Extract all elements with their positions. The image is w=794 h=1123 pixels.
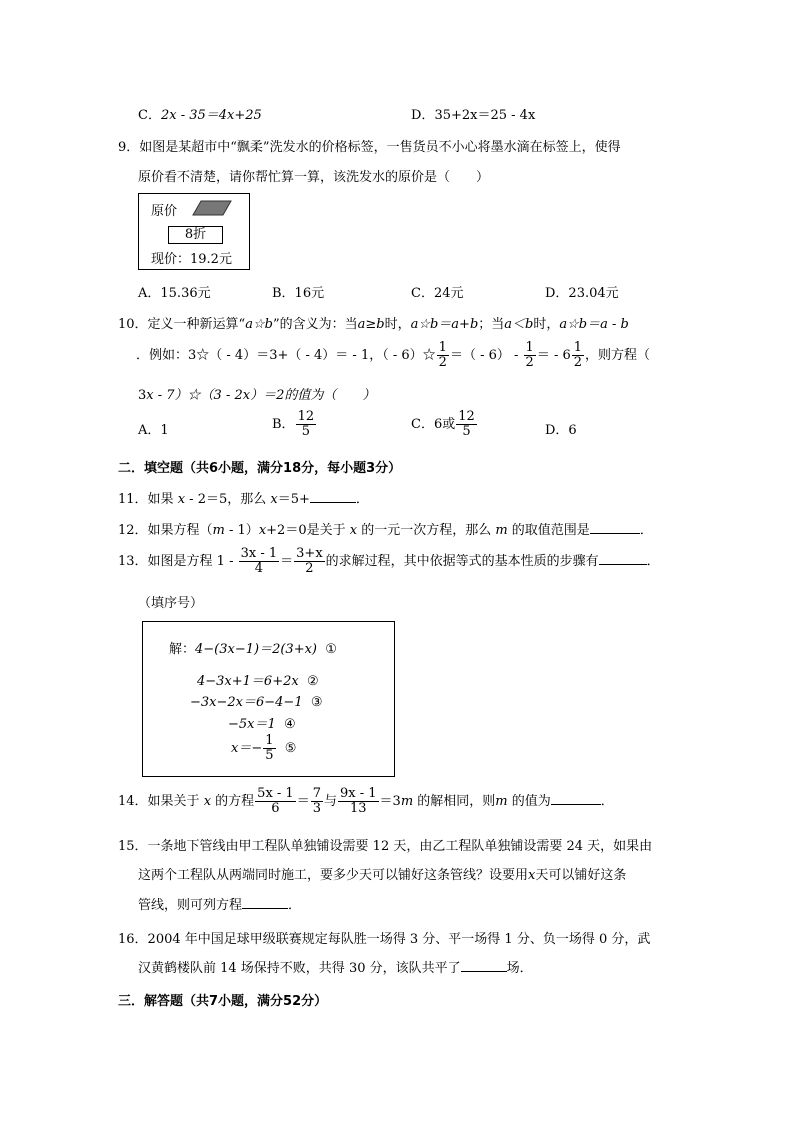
q10-line-1 — [118, 313, 629, 332]
q14-end: ． — [600, 794, 614, 809]
q10-half-3 — [572, 341, 584, 370]
q9-line-2: 原价看不清楚，请你帮忙算一算，该洗发水的原价是（ ） — [138, 170, 490, 185]
q14-and: 与 — [324, 794, 338, 809]
q10-rule-1: a☆b＝a+b — [410, 317, 479, 332]
q10-text-c: ”的含义为：当 — [272, 317, 358, 332]
step-2-eq: 4−3x+1＝6+2x — [197, 674, 299, 689]
step-3 — [190, 691, 323, 710]
price-tag — [138, 193, 250, 270]
q10-option-c-label: C．6或 — [411, 417, 456, 432]
step-5-number: ⑤ — [284, 741, 297, 756]
q13-pre: 13．如图是方程 1 - — [118, 554, 238, 569]
discount-box — [168, 226, 223, 244]
q11-answer-blank[interactable] — [310, 490, 356, 503]
q11-x2: x — [270, 492, 278, 507]
q8-option-d-expr: 35+2x＝25 - 4x — [434, 108, 536, 123]
q12-pre: 12．如果方程（ — [118, 523, 213, 538]
q15-line-2a: 这两个工程队从两端同时施工，要多少天可以铺好这条管线？设要用 — [138, 868, 529, 883]
q10-example-c: ＝ - 6 — [536, 348, 571, 363]
q13-frac-2 — [294, 547, 325, 576]
q14-mid: 的方程 — [211, 794, 255, 809]
q14-x: x — [203, 794, 212, 809]
step-4-number: ④ — [284, 717, 296, 732]
q11-post: ＝5+ — [277, 492, 310, 507]
frac-den: 6 — [271, 801, 280, 816]
q15-answer-blank[interactable] — [242, 896, 288, 909]
q16-line-2-text: 汉黄鹤楼队前 14 场保持不败，共得 30 分，该队共平了 — [138, 961, 461, 976]
step-5-frac — [263, 734, 275, 763]
current-price-label: 现价：19.2元 — [151, 252, 232, 267]
frac-num: 1 — [525, 340, 534, 355]
q12 — [118, 519, 653, 538]
frac-num: 1 — [265, 733, 274, 748]
q12-x2: x — [349, 523, 358, 538]
q9-option-c: C．24元 — [411, 286, 464, 301]
step-4-eq: −5x＝1 — [228, 717, 276, 732]
frac-num: 9x - 1 — [340, 786, 377, 801]
frac-den: 2 — [573, 355, 583, 370]
q10-eq-c: x）＝2的值为（ ） — [242, 388, 376, 403]
q15-line-2 — [138, 864, 626, 883]
q10-half-1 — [437, 341, 449, 370]
q10-text-e: 时， — [384, 317, 411, 332]
q10-cond-2: a＜b — [504, 317, 534, 332]
frac-den: 5 — [301, 424, 310, 439]
frac-den: 2 — [525, 355, 534, 370]
q12-mid3: 的一元一次方程，那么 — [357, 523, 496, 538]
q10-line-3 — [138, 384, 375, 403]
frac-num: 1 — [438, 340, 447, 355]
step-3-eq: −3x−2x＝6−4−1 — [190, 695, 303, 710]
q8-option-c-expr: x - 35＝4x+25 — [169, 108, 262, 123]
price-tag-original-label: 原价 — [151, 204, 178, 219]
q8-option-c-pre: 2 — [160, 108, 170, 123]
q12-x: x — [258, 523, 267, 538]
step-1 — [169, 638, 337, 657]
step-1-label: 解： — [169, 642, 196, 657]
frac-den: 3 — [312, 801, 321, 816]
q10-option-c — [411, 410, 478, 439]
q15-line-3 — [138, 894, 301, 913]
q10-option-b-frac — [296, 410, 317, 439]
q13 — [118, 547, 660, 576]
frac-den: 2 — [305, 561, 314, 576]
q13-post: 的求解过程，其中依据等式的基本性质的步骤有 — [325, 554, 599, 569]
q8-option-c — [138, 104, 262, 123]
solution-box — [142, 621, 395, 777]
q10-text-g: ；当 — [478, 317, 505, 332]
q13-note: （填序号） — [138, 596, 204, 611]
step-1-eq: 4−(3x−1)＝2(3+x) — [195, 642, 317, 657]
q9-option-d: D．23.04元 — [545, 286, 619, 301]
frac-num: 3x - 1 — [240, 546, 278, 561]
q10-example-b: ＝（ - 6） - — [449, 348, 523, 363]
q12-m2: m — [495, 523, 508, 538]
frac-den: 13 — [350, 801, 367, 816]
q16-line-2 — [138, 957, 533, 976]
q12-post: 的取值范围是 — [507, 523, 590, 538]
q10-rule-2: a☆b＝a - b — [559, 317, 629, 332]
q16-line-1: 16．2004 年中国足球甲级联赛规定每队胜一场得 3 分、平一场得 1 分、负一场得 0 分，武 — [118, 932, 651, 947]
q14-frac-2 — [311, 787, 323, 816]
frac-den: 4 — [254, 561, 264, 576]
q14-m: m — [400, 794, 414, 809]
frac-num: 3+x — [296, 546, 323, 561]
q14-frac-3 — [338, 787, 379, 816]
step-5-eq: x＝− — [231, 741, 263, 756]
q13-eq: ＝ — [280, 554, 294, 569]
q14-frac-1 — [255, 787, 296, 816]
q10-text-a: 10．定义一种新运算“ — [118, 317, 246, 332]
discount-label: 8折 — [184, 227, 207, 242]
q14 — [118, 787, 614, 816]
frac-den: 5 — [265, 748, 274, 763]
step-5 — [231, 734, 296, 763]
q9-option-b: B．16元 — [272, 286, 325, 301]
q10-option-a: A．1 — [138, 423, 169, 438]
q10-half-2 — [524, 341, 536, 370]
q10-eq-b: x - 7）☆（3 - 2 — [146, 388, 243, 403]
q15-end: ． — [288, 898, 302, 913]
q14-post: 的解相同，则 — [413, 794, 496, 809]
q10-op: a☆b — [245, 317, 273, 332]
q10-text-i: 时， — [533, 317, 560, 332]
q14-eq2: ＝3 — [379, 794, 401, 809]
q12-answer-blank[interactable] — [590, 521, 640, 534]
q16-end: 场． — [506, 961, 533, 976]
q8-option-c-label: C． — [138, 108, 161, 123]
q15-line-1: 15．一条地下管线由甲工程队单独铺设需要 12 天，由乙工程队单独铺设需要 24 天，如果由 — [118, 839, 653, 854]
frac-num: 7 — [312, 786, 321, 801]
step-2 — [197, 670, 319, 689]
step-2-number: ② — [306, 674, 319, 689]
q11-mid: - 2＝5，那么 — [185, 492, 271, 507]
q14-answer-blank[interactable] — [551, 792, 601, 805]
frac-num: 12 — [458, 409, 475, 424]
q10-option-b-label: B． — [272, 417, 295, 432]
q10-eq-a: 3 — [138, 388, 147, 403]
q8-option-d — [411, 104, 535, 123]
section-2-heading: 二．填空题（共6小题，满分18分，每小题3分） — [118, 461, 402, 476]
q11-x: x — [177, 492, 186, 507]
q9-line-1: 9．如图是某超市中“飘柔”洗发水的价格标签，一售货员不小心将墨水滴在标签上，使得 — [118, 140, 621, 155]
q9-option-a: A．15.36元 — [138, 286, 211, 301]
q11-pre: 11．如果 — [118, 492, 178, 507]
q8-option-d-label: D． — [411, 108, 435, 123]
frac-num: 1 — [573, 340, 583, 355]
q10-cond-1: a≥b — [357, 317, 385, 332]
q10-example-d: ，则方程（ — [585, 348, 651, 363]
q12-end: ． — [639, 523, 653, 538]
q13-answer-blank[interactable] — [599, 552, 647, 565]
q15-line-2b: 天可以铺好这条 — [535, 868, 627, 883]
q12-mid2: +2＝0是关于 — [266, 523, 350, 538]
q15-x: x — [528, 868, 536, 883]
q10-example-a: ．例如：3☆（ - 4）＝3+（ - 4）＝ - 1，（ - 6）☆ — [136, 348, 436, 363]
q10-option-b — [272, 410, 317, 439]
frac-den: 5 — [462, 424, 471, 439]
q11-end: ． — [355, 492, 369, 507]
q14-m2: m — [495, 794, 508, 809]
step-4 — [228, 713, 296, 732]
frac-den: 2 — [438, 355, 447, 370]
q12-m: m — [212, 523, 225, 538]
q14-eq1: ＝ — [296, 794, 310, 809]
q10-option-d: D．6 — [545, 423, 577, 438]
q16-answer-blank[interactable] — [461, 959, 507, 972]
q14-pre: 14．如果关于 — [118, 794, 204, 809]
q10-line-2 — [136, 341, 650, 370]
q10-option-c-frac — [456, 410, 477, 439]
q13-end: ． — [646, 554, 660, 569]
q14-post2: 的值为 — [507, 794, 551, 809]
q12-mid: - 1） — [224, 523, 259, 538]
ink-blot-icon — [191, 200, 233, 216]
step-3-number: ③ — [310, 695, 323, 710]
frac-num: 12 — [297, 409, 315, 424]
q13-frac-1 — [239, 547, 280, 576]
section-3-heading: 三．解答题（共7小题，满分52分） — [118, 994, 328, 1009]
frac-num: 5x - 1 — [257, 786, 294, 801]
q11 — [118, 488, 369, 507]
step-1-number: ① — [325, 642, 337, 657]
q15-line-3-text: 管线，则可列方程 — [138, 898, 243, 913]
